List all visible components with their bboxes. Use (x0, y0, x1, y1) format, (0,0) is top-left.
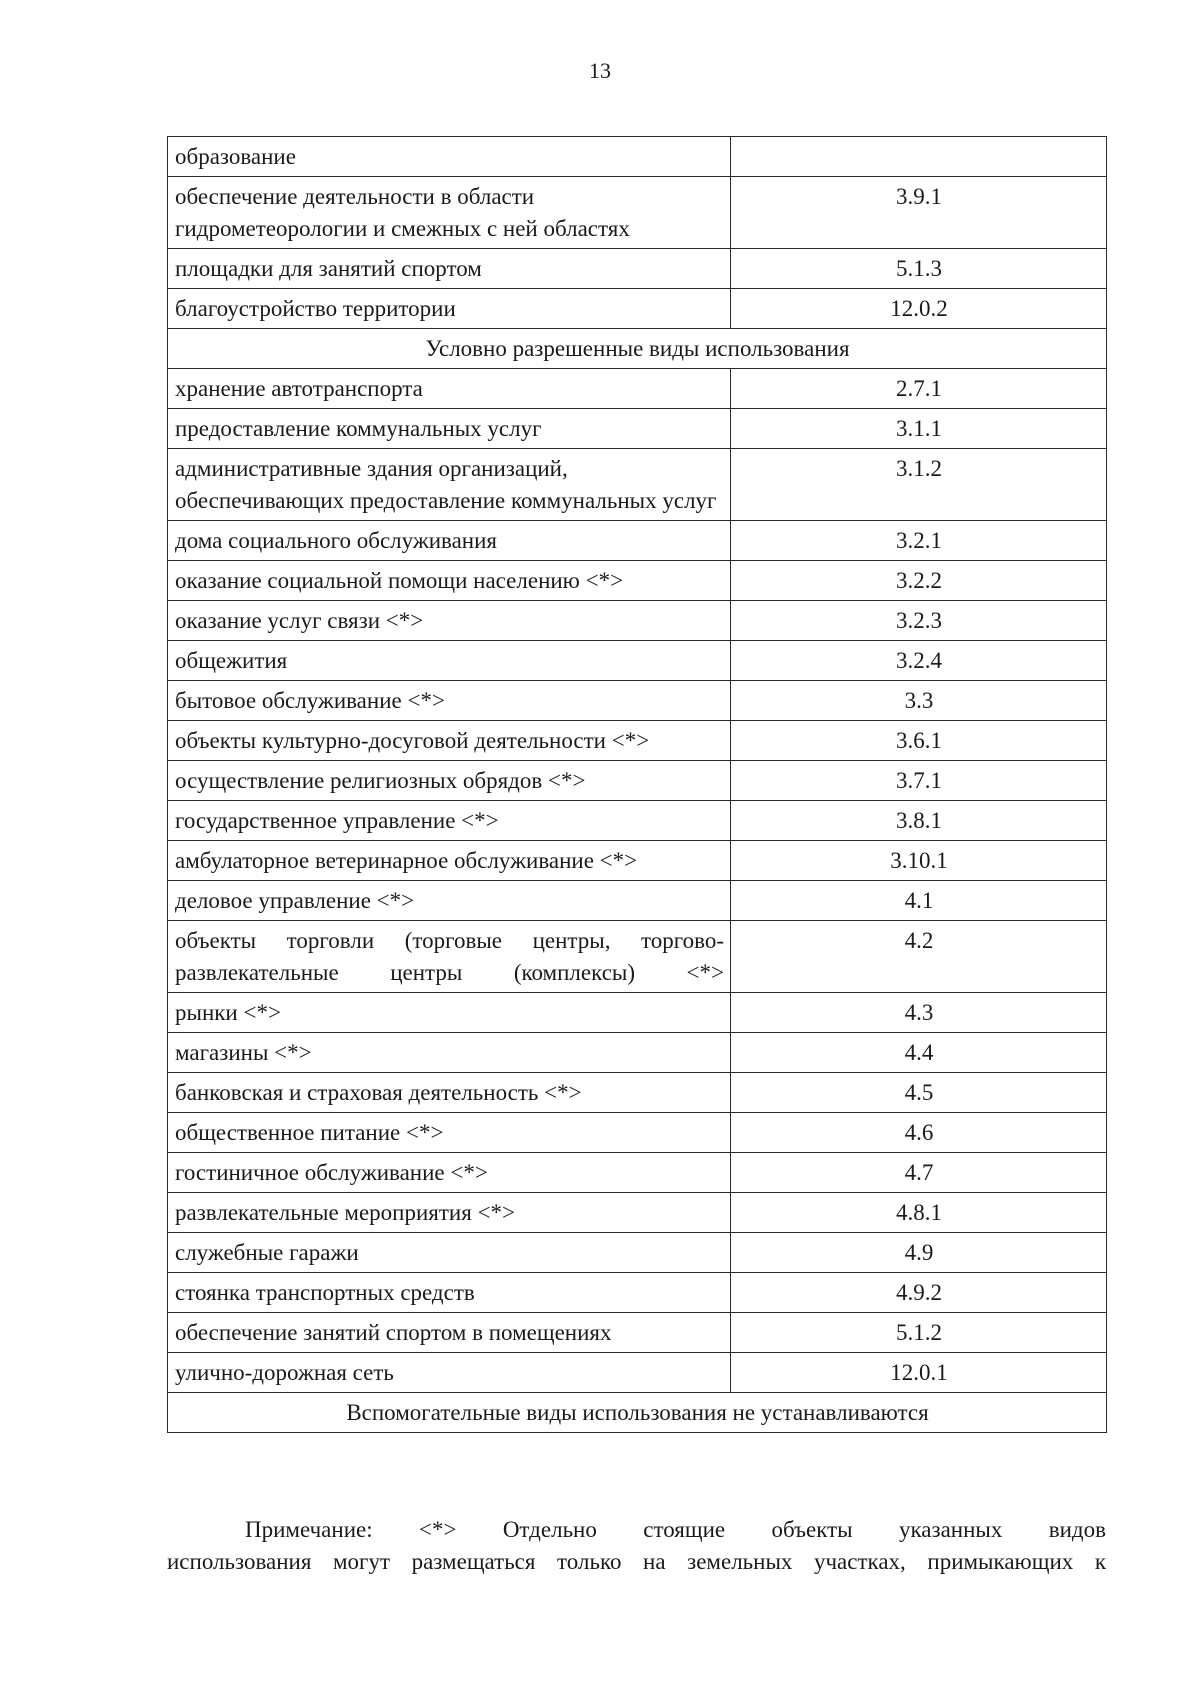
use-code: 4.4 (731, 1033, 1107, 1073)
use-code: 4.7 (731, 1153, 1107, 1193)
use-code: 5.1.2 (731, 1313, 1107, 1353)
use-name: административные здания организаций, обеспечивающих предоставление коммунальных услуг (168, 449, 731, 521)
use-name: стоянка транспортных средств (168, 1273, 731, 1313)
use-name: хранение автотранспорта (168, 369, 731, 409)
use-code: 3.9.1 (731, 177, 1107, 249)
use-name: площадки для занятий спортом (168, 249, 731, 289)
section-header-row (168, 329, 1107, 369)
table-row (168, 601, 1107, 641)
use-name: рынки <*> (168, 993, 731, 1033)
use-code: 3.3 (731, 681, 1107, 721)
use-name: объекты торговли (торговые центры, торгово-развлекательные центры (комплексы) <*> (168, 921, 731, 993)
use-code: 5.1.3 (731, 249, 1107, 289)
page-number: 13 (589, 58, 611, 83)
table-row (168, 1113, 1107, 1153)
use-name: объекты культурно-досуговой деятельности <*> (168, 721, 731, 761)
table-row (168, 1313, 1107, 1353)
table-row (168, 881, 1107, 921)
use-code: 4.9 (731, 1233, 1107, 1273)
section-title-auxiliary: Вспомогательные виды использования не устанавливаются (168, 1393, 1107, 1433)
use-name: общественное питание <*> (168, 1113, 731, 1153)
use-code: 3.1.1 (731, 409, 1107, 449)
table-row (168, 681, 1107, 721)
use-code: 3.2.2 (731, 561, 1107, 601)
table-row (168, 1233, 1107, 1273)
use-code: 12.0.1 (731, 1353, 1107, 1393)
use-name: осуществление религиозных обрядов <*> (168, 761, 731, 801)
table-row (168, 761, 1107, 801)
use-code: 3.2.1 (731, 521, 1107, 561)
table-row (168, 801, 1107, 841)
table-row (168, 993, 1107, 1033)
use-code: 3.2.3 (731, 601, 1107, 641)
use-name: образование (168, 137, 731, 177)
table-row (168, 841, 1107, 881)
use-code: 4.3 (731, 993, 1107, 1033)
use-name: государственное управление <*> (168, 801, 731, 841)
use-name: магазины <*> (168, 1033, 731, 1073)
use-code: 3.8.1 (731, 801, 1107, 841)
use-name: предоставление коммунальных услуг (168, 409, 731, 449)
use-name: банковская и страховая деятельность <*> (168, 1073, 731, 1113)
use-code: 3.1.2 (731, 449, 1107, 521)
use-code (731, 137, 1107, 177)
use-name: улично-дорожная сеть (168, 1353, 731, 1393)
use-code: 4.6 (731, 1113, 1107, 1153)
use-code: 3.10.1 (731, 841, 1107, 881)
table-row (168, 409, 1107, 449)
use-name: дома социального обслуживания (168, 521, 731, 561)
footnote-line-2: использования могут размещаться только на земельных участках, примыкающих к (167, 1549, 1106, 1574)
use-name: деловое управление <*> (168, 881, 731, 921)
table-row (168, 1193, 1107, 1233)
table-row (168, 921, 1107, 993)
footnote-line-1: Примечание: <*> Отдельно стоящие объекты указанных видов (245, 1517, 1106, 1542)
table-row (168, 449, 1107, 521)
table-row (168, 1353, 1107, 1393)
use-name: оказание услуг связи <*> (168, 601, 731, 641)
use-name: общежития (168, 641, 731, 681)
use-name: служебные гаражи (168, 1233, 731, 1273)
footnote (167, 1514, 1106, 1578)
use-code: 4.5 (731, 1073, 1107, 1113)
use-code: 3.2.4 (731, 641, 1107, 681)
use-name: амбулаторное ветеринарное обслуживание <*> (168, 841, 731, 881)
section-footer-row (168, 1393, 1107, 1433)
table-row (168, 137, 1107, 177)
land-use-table (167, 136, 1107, 1433)
table-row (168, 1033, 1107, 1073)
table-row (168, 369, 1107, 409)
use-code: 4.9.2 (731, 1273, 1107, 1313)
use-code: 4.2 (731, 921, 1107, 993)
use-name: обеспечение занятий спортом в помещениях (168, 1313, 731, 1353)
use-name: обеспечение деятельности в области гидрометеорологии и смежных с ней областях (168, 177, 731, 249)
use-code: 3.6.1 (731, 721, 1107, 761)
use-name: развлекательные мероприятия <*> (168, 1193, 731, 1233)
table-row (168, 177, 1107, 249)
use-code: 3.7.1 (731, 761, 1107, 801)
use-name: оказание социальной помощи населению <*> (168, 561, 731, 601)
use-code: 2.7.1 (731, 369, 1107, 409)
table-row (168, 721, 1107, 761)
table-row (168, 521, 1107, 561)
table-row (168, 249, 1107, 289)
table-row (168, 1273, 1107, 1313)
use-code: 12.0.2 (731, 289, 1107, 329)
table-row (168, 561, 1107, 601)
use-name: гостиничное обслуживание <*> (168, 1153, 731, 1193)
use-name: бытовое обслуживание <*> (168, 681, 731, 721)
use-code: 4.1 (731, 881, 1107, 921)
use-name: благоустройство территории (168, 289, 731, 329)
table-row (168, 1153, 1107, 1193)
use-code: 4.8.1 (731, 1193, 1107, 1233)
table-row (168, 1073, 1107, 1113)
section-title-conditional: Условно разрешенные виды использования (168, 329, 1107, 369)
table-row (168, 641, 1107, 681)
table-row (168, 289, 1107, 329)
